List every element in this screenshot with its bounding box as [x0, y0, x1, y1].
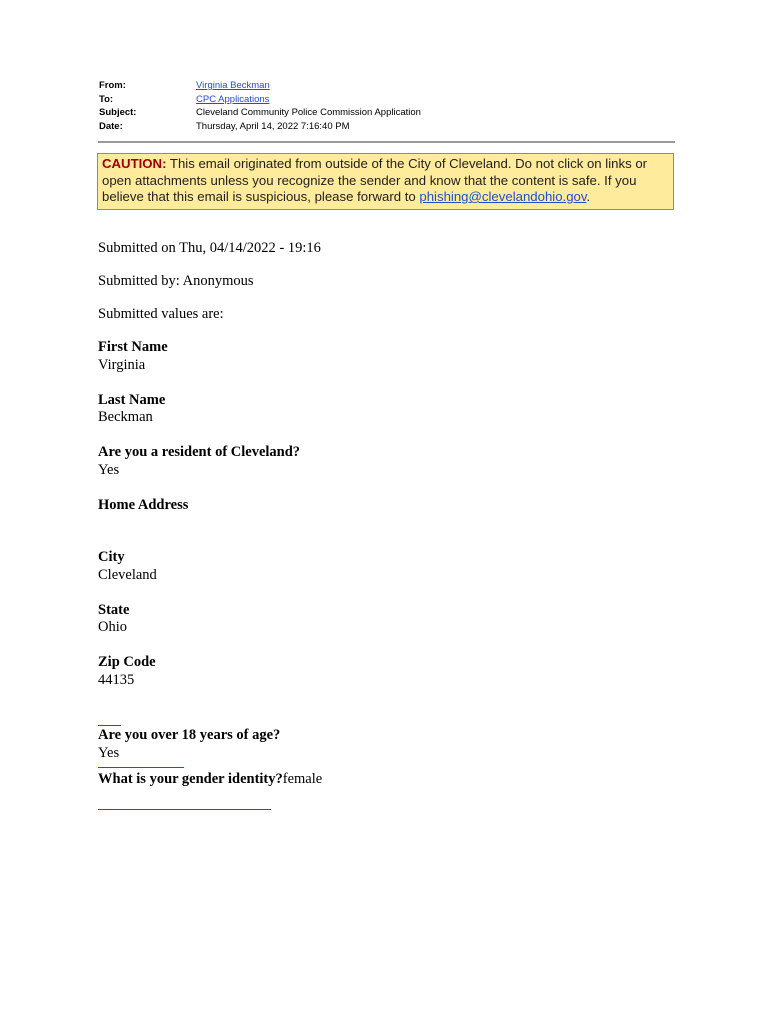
- home-address-field: [98, 497, 698, 532]
- to-link[interactable]: CPC Applications: [196, 93, 270, 105]
- email-header: [99, 79, 675, 133]
- from-row: [99, 79, 675, 93]
- from-link[interactable]: Virginia Beckman: [196, 80, 270, 91]
- submitted-by: Submitted by: Anonymous: [98, 273, 254, 289]
- separator-rule-medium: [98, 767, 184, 768]
- caution-banner: [97, 153, 674, 210]
- resident-field: [98, 444, 698, 479]
- city-value: Cleveland: [98, 566, 157, 583]
- first-name-label: First Name: [98, 339, 168, 355]
- subject-label: Subject:: [99, 107, 137, 118]
- gender-value: female: [282, 771, 323, 787]
- zip-field: [98, 654, 698, 689]
- state-label: State: [98, 601, 130, 618]
- to-label: To:: [99, 93, 114, 105]
- age-label: Are you over 18 years of age?: [98, 727, 281, 743]
- resident-value: Yes: [98, 461, 120, 478]
- caution-text: This email originated from outside of the City of Cleveland. Do not click on links or open attachments unless you recognize the sender and know that the content is safe. If you believe that this email is suspicious, please forward to: [102, 156, 648, 204]
- city-field: [98, 549, 698, 584]
- zip-label: Zip Code: [98, 654, 156, 670]
- to-row: [99, 93, 675, 107]
- caution-label: CAUTION:: [102, 156, 167, 171]
- last-name-field: [98, 392, 698, 427]
- date-row: [99, 120, 675, 134]
- phishing-email-link[interactable]: phishing@clevelandohio.gov: [419, 189, 587, 204]
- state-field: [98, 602, 698, 637]
- resident-label: Are you a resident of Cleveland?: [98, 444, 301, 460]
- zip-value: 44135: [98, 671, 135, 688]
- separator-rule-short: [98, 725, 121, 726]
- separator-rule-long: [98, 809, 271, 810]
- subject-value: Cleveland Community Police Commission Application: [196, 107, 421, 118]
- date-label: Date:: [99, 120, 123, 132]
- age-field: [98, 727, 698, 762]
- last-name-label: Last Name: [98, 391, 166, 408]
- message-body: [98, 240, 698, 810]
- caution-end: .: [586, 189, 591, 204]
- gender-field: [98, 771, 698, 789]
- date-value: Thursday, April 14, 2022 7:16:40 PM: [196, 120, 350, 132]
- first-name-value: Virginia: [98, 356, 146, 373]
- subject-row: [99, 106, 675, 120]
- home-address-label: Home Address: [98, 496, 189, 513]
- last-name-value: Beckman: [98, 409, 153, 425]
- header-divider: [98, 141, 675, 143]
- first-name-field: [98, 339, 698, 374]
- submitted-values-intro: Submitted values are:: [98, 306, 224, 322]
- submitted-on: Submitted on Thu, 04/14/2022 - 19:16: [98, 240, 321, 256]
- age-value: Yes: [98, 744, 120, 761]
- city-label: City: [98, 549, 125, 565]
- home-address-value: [98, 514, 698, 532]
- state-value: Ohio: [98, 619, 127, 635]
- gender-label: What is your gender identity?: [98, 771, 283, 787]
- from-label: From:: [99, 80, 126, 91]
